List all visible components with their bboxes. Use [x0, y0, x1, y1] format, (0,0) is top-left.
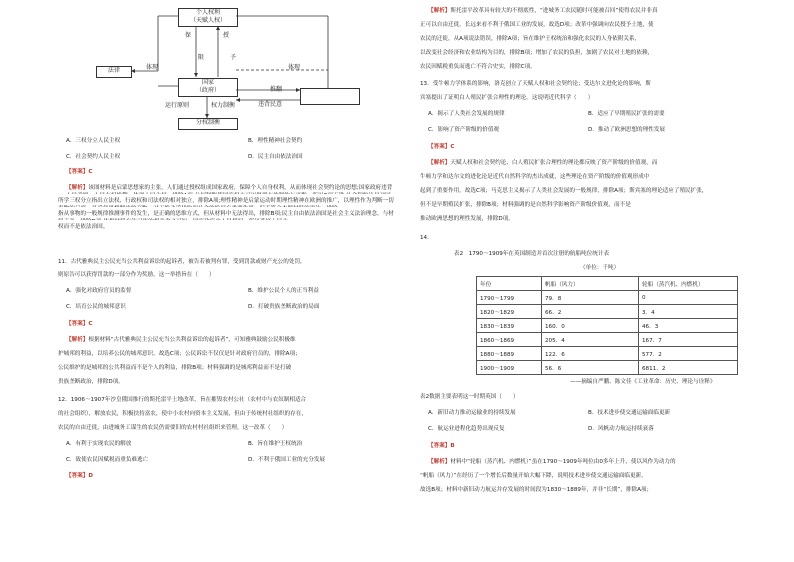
- q12-stem-line1: 12．1906～1907年沙皇俄国推行的斯托雷平土地改革，旨在摧毁农村公社（农村中与农奴制相适合: [58, 397, 307, 403]
- arrow-label-power: 权力制衡: [211, 102, 236, 109]
- q12-option-d: D．不利于俄国工业的充分发展: [248, 457, 326, 463]
- table-cell: 167．7: [639, 333, 738, 347]
- q13-answer: 【答案】C: [428, 144, 455, 150]
- table-cell: 122．6: [542, 347, 639, 361]
- q13-analysis-line2: 牛顿力学和达尔文的进化论是近代自然科学的杰出成就，这些理论在资产阶级的价值观形成中: [420, 174, 650, 180]
- q14-answer: 【答案】B: [428, 443, 455, 449]
- diagram-arrows: [58, 0, 398, 135]
- table-cell: 1830～1839: [477, 319, 542, 333]
- arrow-label-grant: 授: [223, 32, 230, 39]
- q14-number: 14．: [420, 235, 433, 241]
- table-header-sail: 帆船（风力）: [542, 277, 639, 291]
- analysis-tag: 【解析】: [428, 459, 451, 465]
- analysis-tag: 【解析】: [428, 8, 451, 14]
- q12-option-c: C．致使农民因赋税而重负难逃亡: [66, 457, 149, 463]
- q13-analysis-line4: 但不是早期殖民扩张，排除B项；材料强调的是自然科学影响资产阶级价值观，而不是: [420, 202, 631, 208]
- q11-option-c: C．培育公民的城邦意识: [66, 304, 126, 310]
- q14-option-a: A．新旧动力推动运输业的持续发展: [428, 410, 516, 416]
- table-cell: 577．2: [639, 347, 738, 361]
- arrow-label-elect: 推翻: [270, 86, 283, 93]
- q12-stem-line2: 的社会组织），解放农民，积极扶持富农，使中小农村向资本主义发展，但由于传统村社组织的存在，: [58, 411, 307, 417]
- table-cell: 79．8: [542, 291, 639, 305]
- table-row: [477, 333, 738, 347]
- q14-analysis-line2: “帆船（风力）”在经历了一个增长后数量开始大幅下降，说明技术进步使交通运输面临更新，: [420, 473, 647, 479]
- table-row: [477, 305, 738, 319]
- arrow-label-run: 运行原则: [165, 102, 190, 109]
- table-caption: 表2 1790～1909年在英国制造并首次注册的航船吨位统计表: [454, 251, 610, 257]
- q12-option-b: B．旨在维护王权统治: [248, 441, 303, 447]
- q11-analysis-line4: 贵族垄断政治，排除D项。: [58, 379, 124, 385]
- table-cell: 0: [639, 291, 738, 305]
- q11-option-d: D．打破贵族垄断政治的局面: [248, 304, 320, 310]
- table-cell: 56．6: [542, 361, 639, 375]
- q13-option-c: C．影响了资产阶级的价值观: [428, 127, 500, 133]
- table-cell: 6811．2: [639, 361, 738, 375]
- political-theory-diagram: [58, 0, 398, 135]
- arrow-label-embody2: 体现: [288, 64, 301, 71]
- q13-stem-line2: 宾塞提出了证明白人殖民扩张合理性的理论。这说明近代科学（ ）: [420, 95, 594, 101]
- arrow-label-embody1: 体现: [146, 64, 159, 71]
- table-cell: 46．3: [639, 319, 738, 333]
- table-cell: 160．0: [542, 319, 639, 333]
- table-source: ——摘编自严鹏、陈文佳《工业革命：历史、理论与诠释》: [570, 379, 716, 385]
- q12-analysis-line2: 正可以自由迁徙，长远来看不利于俄国工业的发展，故选D项；改革中强调向农民授予土地，使: [420, 22, 654, 28]
- arrow-label-give: 予: [230, 54, 237, 61]
- table-row: [477, 361, 738, 375]
- q10-option-b: B．理性精神社会契约: [248, 138, 303, 144]
- q14-option-b: B．技术进步使交通运输面临更新: [588, 410, 671, 416]
- q11-option-a: A．强化对政府官员的监督: [66, 288, 132, 294]
- table-header-row: [477, 277, 738, 291]
- q13-analysis-line3: 起到了重要作用，故选C项；马克思主义揭示了人类社会发展的一般规律，排除A项；斯宾塞的理论适应了殖民扩张，: [420, 188, 708, 194]
- q13-stem-line1: 13．受牛顿力学体系的影响，洛克创立了天赋人权和社会契约论；受达尔文进化论的影响，斯: [420, 81, 651, 87]
- q11-analysis-line1: 【解析】根据材料“古代雅典民主公民充当公共利益诉讼的起诉者”，可知雅典鼓励公民积极维: [66, 337, 296, 343]
- q12-analysis-line5: 农民因赋税重负而逃亡不符合史实，排除C项。: [420, 64, 536, 70]
- q13-analysis-line5: 推动欧洲思想的理性发展，排除D项。: [420, 216, 514, 222]
- q12-analysis-line4: 以改变社会经济和农业结构为目的，排除B项；增加了农民的负担，加剧了农民对土地的依赖，: [420, 50, 654, 56]
- q11-stem-line1: 11．古代雅典民主公民充当公共利益诉讼的起诉者，被告若被判有罪，受到罚款或财产充公的处罚，: [58, 259, 306, 265]
- q12-analysis-line1: 【解析】斯托雷平改革具有较大的不彻底性，“进城务工农民随时可能被召回”使得农民并非真: [428, 8, 658, 14]
- q10-answer: 【答案】C: [66, 169, 93, 175]
- table-cell: 1820～1829: [477, 305, 542, 319]
- analysis-tag: 【解析】: [66, 185, 89, 191]
- state-box-line1: 国家: [201, 79, 214, 86]
- q12-answer: 【答案】D: [66, 473, 94, 479]
- q12-stem-line3: 农民的自由迁徙，由进城务工谋生的农民仍需要旧的农村村社组织来管理，这一改革（ ）: [58, 425, 288, 431]
- q10-analysis-line3: 指从事物的一般规律推测事件的发生，是正确的思维方式，但从材料中无法得出，排除B项;民主自由依法治国是社会主义法治理念，与材: [58, 211, 394, 217]
- q10-option-a: A．三权分立人民主权: [66, 138, 121, 144]
- q14-analysis-line1: 【解析】材料中“轮船（蒸汽机、内燃机）”虽在1790～1909年吨位由0多年上升，使以风作为动力的: [428, 459, 676, 465]
- table-cell: 1880～1889: [477, 347, 542, 361]
- table-cell: 1860～1869: [477, 333, 542, 347]
- q11-option-b: B．维护公民个人的正当利益: [248, 288, 319, 294]
- table-row: [477, 291, 738, 305]
- q13-option-a: A．揭示了人类社会发展的规律: [428, 111, 505, 117]
- q14-analysis-line3: 故选B项；材料中新旧动力航运并存发展的时间段为1830～1889年，并非“长期”，排除A项；: [420, 487, 653, 493]
- q13-analysis-line1: 【解析】天赋人权和社会契约论、白人殖民扩张合理性的理论都反映了资产阶级的价值观，而: [428, 160, 658, 166]
- q12-option-a: A．有利于实现农民的解放: [66, 441, 132, 447]
- q11-stem-line2: 则原告可以获得罚款的一部分作为奖励，这一举措旨在（ ）: [58, 272, 215, 278]
- q14-stem: 表2数据主要表明这一时期英国（ ）: [420, 394, 519, 400]
- q14-option-d: D．风帆动力航运持续衰落: [588, 426, 654, 432]
- arrow-label-protect: 保: [185, 32, 192, 39]
- state-box-line2: （政府）: [195, 87, 220, 94]
- table-row: [477, 319, 738, 333]
- table-cell: 1900～1909: [477, 361, 542, 375]
- q10-analysis-line2: 所学三权分立指出立法权、行政权和司法权的相对独立，排除A项;理性精神是启蒙运动时期理性精神在欧洲的推广，以理性作为判断一切: [58, 198, 394, 204]
- law-box-label: 法律: [107, 67, 120, 74]
- table-unit: （单位：千吨）: [580, 265, 620, 271]
- arrow-label-limit: 限: [198, 54, 205, 61]
- q11-analysis-line2: 护城邦的利益，以培养公民的城邦意识，故选C项；公民诉讼不仅仅是针对政府官员的，排除A项；: [58, 351, 301, 357]
- table-header-year: 年份: [477, 277, 542, 291]
- q10-analysis-line4: 权而不是依法治国。: [58, 224, 109, 230]
- q13-option-b: B．适应了早期殖民扩张的需要: [588, 111, 665, 117]
- ship-tonnage-table: [476, 276, 738, 375]
- table-cell: 3．4: [639, 305, 738, 319]
- rights-box-line1: 个人权利: [195, 9, 220, 16]
- q11-answer: 【答案】C: [66, 321, 93, 327]
- table-cell: 1790～1799: [477, 291, 542, 305]
- q12-analysis-line3: 农民的迁徙，从A项说法错误，排除A项；旨在维护王权统治和强化农民的人身依附关系，: [420, 36, 641, 42]
- table-cell: 205．4: [542, 333, 639, 347]
- q10-option-d: D．民主自由依法治国: [248, 154, 303, 160]
- q14-option-c: C．航运业进程化趋势出现反复: [428, 426, 505, 432]
- table-header-steam: 轮船（蒸汽机、内燃机）: [639, 277, 738, 291]
- table-row: [477, 347, 738, 361]
- separation-box-label: 分权制衡: [195, 119, 220, 126]
- arrow-label-reflect: 违背民意: [258, 101, 283, 108]
- q10-option-c: C．社会契约人民主权: [66, 154, 121, 160]
- q13-option-d: D．推动了欧洲思想的理性发展: [588, 127, 666, 133]
- q10-analysis-line1: 【解析】该图材料是启蒙思想家的主张，人们通过授权组成国家政府，保障个人自身权利，从而体现社会契约论的思想;国家政府违背: [66, 185, 393, 191]
- q11-analysis-line3: 公民维护的是城邦的公共利益而不是个人的利益，排除B项；材料强调的是城邦利益而不是打破: [58, 365, 292, 371]
- analysis-tag: 【解析】: [428, 160, 451, 166]
- analysis-tag: 【解析】: [66, 337, 89, 343]
- rights-box-line2: （天赋人权）: [189, 17, 226, 24]
- table-cell: 66．2: [542, 305, 639, 319]
